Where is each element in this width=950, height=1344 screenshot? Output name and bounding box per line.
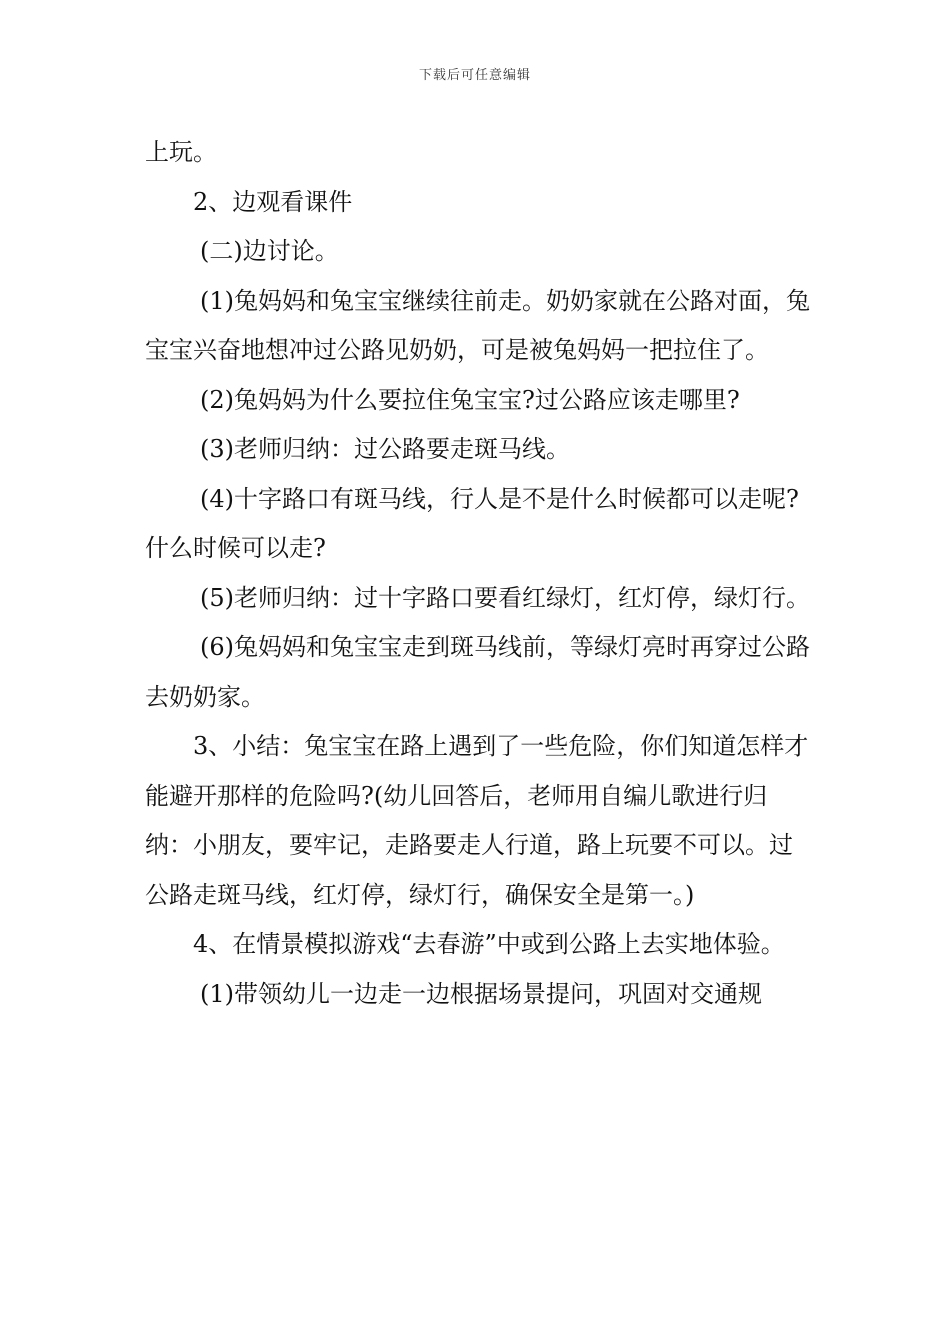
- paragraph: (二)边讨论。: [200, 237, 339, 265]
- paragraph: (3)老师归纳：过公路要走斑马线。: [200, 435, 570, 463]
- paragraph: 2、边观看课件: [193, 187, 353, 216]
- document-body: [145, 128, 810, 1019]
- page-header: 下载后可任意编辑: [418, 68, 531, 83]
- paragraph: (1)带领幼儿一边走一边根据场景提问，巩固对交通规: [200, 979, 762, 1008]
- paragraph: 3、小结：兔宝宝在路上遇到了一些危险，你们知道怎样才能避开那样的危险吗?(幼儿回答后，老师用自编儿歌进行归纳：小朋友，要牢记，走路要走人行道，路上玩要不可以。过公路走斑马线，红灯停，绿灯行，确保安全是第一。): [145, 732, 809, 909]
- paragraph: (1)兔妈妈和兔宝宝继续往前走。奶奶家就在公路对面，兔宝宝兴奋地想冲过公路见奶奶，可是被兔妈妈一把拉住了。: [145, 286, 810, 364]
- paragraph: 上玩。: [145, 138, 217, 166]
- paragraph: (5)老师归纳：过十字路口要看红绿灯，红灯停，绿灯行。: [200, 583, 810, 612]
- paragraph: (6)兔妈妈和兔宝宝走到斑马线前，等绿灯亮时再穿过公路去奶奶家。: [145, 633, 810, 711]
- paragraph: (2)兔妈妈为什么要拉住兔宝宝?过公路应该走哪里?: [200, 385, 740, 414]
- paragraph: (4)十字路口有斑马线，行人是不是什么时候都可以走呢?什么时候可以走?: [145, 484, 799, 562]
- paragraph: 4、在情景模拟游戏“去春游”中或到公路上去实地体验。: [193, 930, 785, 958]
